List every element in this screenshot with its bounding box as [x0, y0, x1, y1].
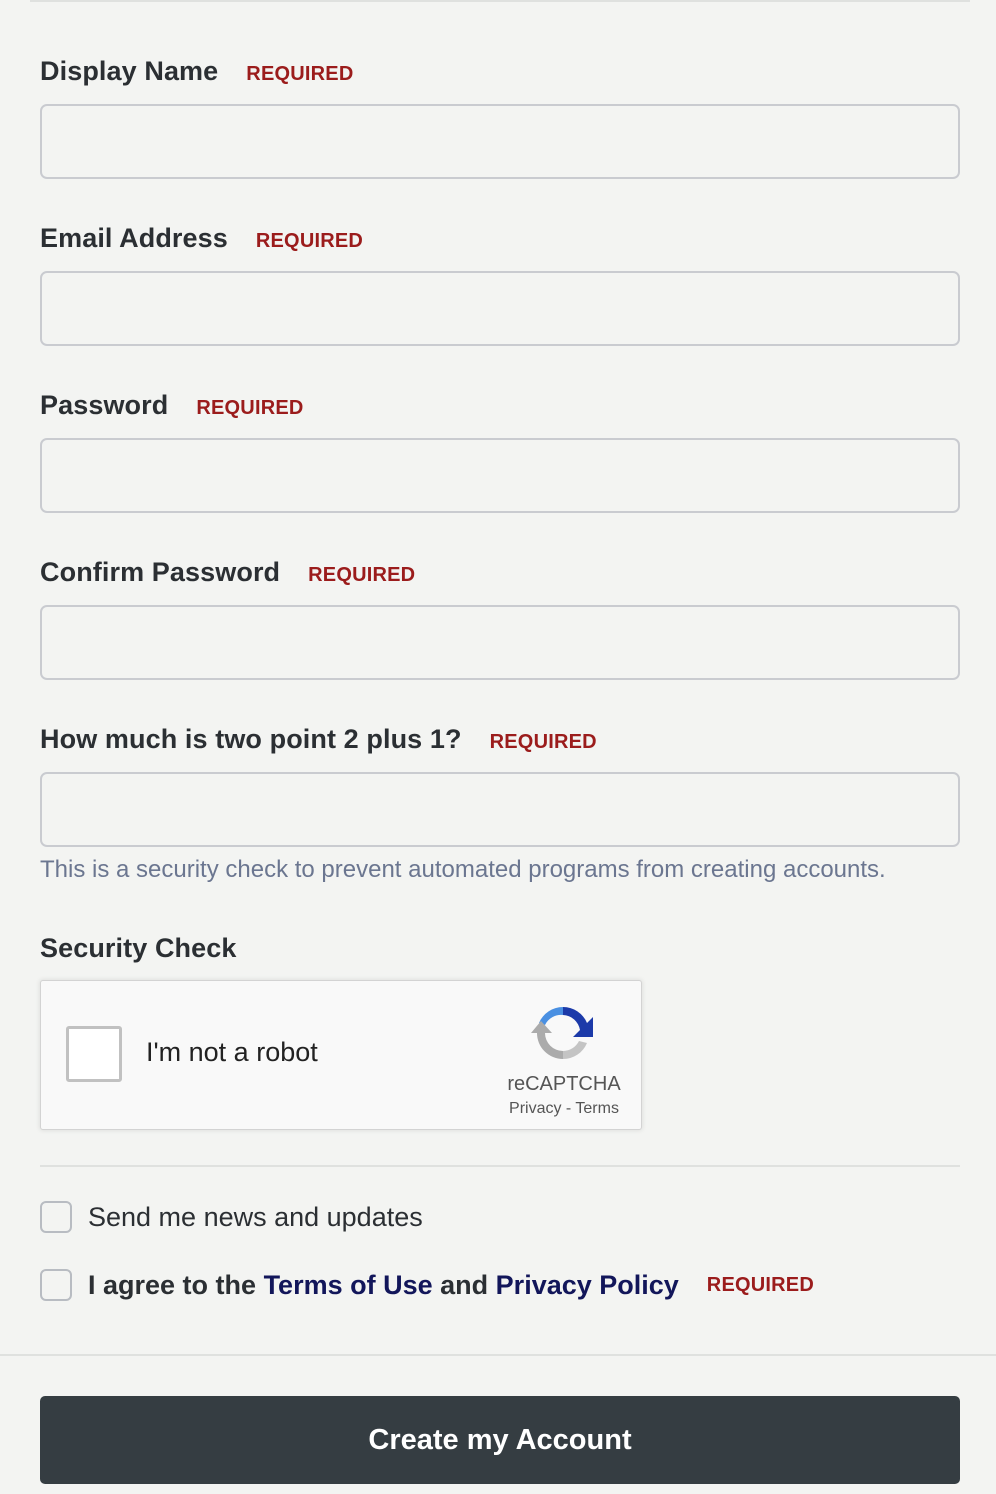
- agree-prefix: I agree to the: [88, 1269, 257, 1300]
- email-label-row: [40, 223, 960, 253]
- newsletter-label: Send me news and updates: [88, 1201, 423, 1232]
- confirm-password-label-row: [40, 557, 960, 587]
- password-label-row: [40, 390, 960, 420]
- recaptcha-link-separator: -: [565, 1100, 572, 1117]
- math-question-field: [40, 724, 960, 884]
- top-divider: [30, 0, 970, 2]
- newsletter-row: [40, 1201, 423, 1233]
- display-name-label: Display Name: [40, 56, 219, 86]
- recaptcha-terms-link[interactable]: Terms: [575, 1100, 619, 1117]
- create-account-button[interactable]: Create my Account: [40, 1396, 960, 1484]
- email-label: Email Address: [40, 223, 228, 253]
- terms-of-use-link[interactable]: Terms of Use: [263, 1269, 433, 1300]
- section-divider: [40, 1165, 960, 1167]
- email-input[interactable]: [40, 271, 960, 346]
- math-answer-input[interactable]: [40, 772, 960, 847]
- required-badge: REQUIRED: [196, 397, 304, 419]
- recaptcha-privacy-link[interactable]: Privacy: [509, 1100, 562, 1117]
- security-check-label-row: [40, 933, 960, 963]
- password-label: Password: [40, 390, 169, 420]
- required-badge: REQUIRED: [706, 1273, 814, 1296]
- email-field: [40, 223, 960, 346]
- footer-divider: [0, 1354, 996, 1356]
- security-check-label: Security Check: [40, 933, 237, 963]
- confirm-password-input[interactable]: [40, 605, 960, 680]
- recaptcha-links: [489, 1100, 639, 1118]
- agree-checkbox[interactable]: [40, 1269, 72, 1301]
- recaptcha-logo-icon: [531, 1001, 595, 1065]
- recaptcha-brand: reCAPTCHA: [507, 1073, 621, 1095]
- confirm-password-label: Confirm Password: [40, 557, 281, 587]
- security-check-field: [40, 933, 960, 963]
- newsletter-checkbox[interactable]: [40, 1201, 72, 1233]
- agree-conjunction: and: [440, 1269, 489, 1300]
- display-name-input[interactable]: [40, 104, 960, 179]
- required-badge: REQUIRED: [246, 63, 354, 85]
- security-hint: This is a security check to prevent automated programs from creating accounts.: [40, 856, 886, 883]
- display-name-field: [40, 56, 960, 179]
- recaptcha-label: I'm not a robot: [146, 1037, 318, 1067]
- privacy-policy-link[interactable]: Privacy Policy: [495, 1269, 679, 1300]
- display-name-label-row: [40, 56, 960, 86]
- agree-label: [88, 1270, 679, 1301]
- confirm-password-field: [40, 557, 960, 680]
- recaptcha-widget: [40, 980, 642, 1130]
- recaptcha-checkbox[interactable]: [66, 1026, 122, 1082]
- math-question-label-row: [40, 724, 960, 754]
- required-badge: REQUIRED: [255, 230, 364, 252]
- math-question-label: How much is two point 2 plus 1?: [40, 724, 462, 754]
- required-badge: REQUIRED: [489, 731, 597, 753]
- password-input[interactable]: [40, 438, 960, 513]
- required-badge: REQUIRED: [308, 564, 416, 586]
- password-field: [40, 390, 960, 513]
- agree-row: [40, 1269, 814, 1301]
